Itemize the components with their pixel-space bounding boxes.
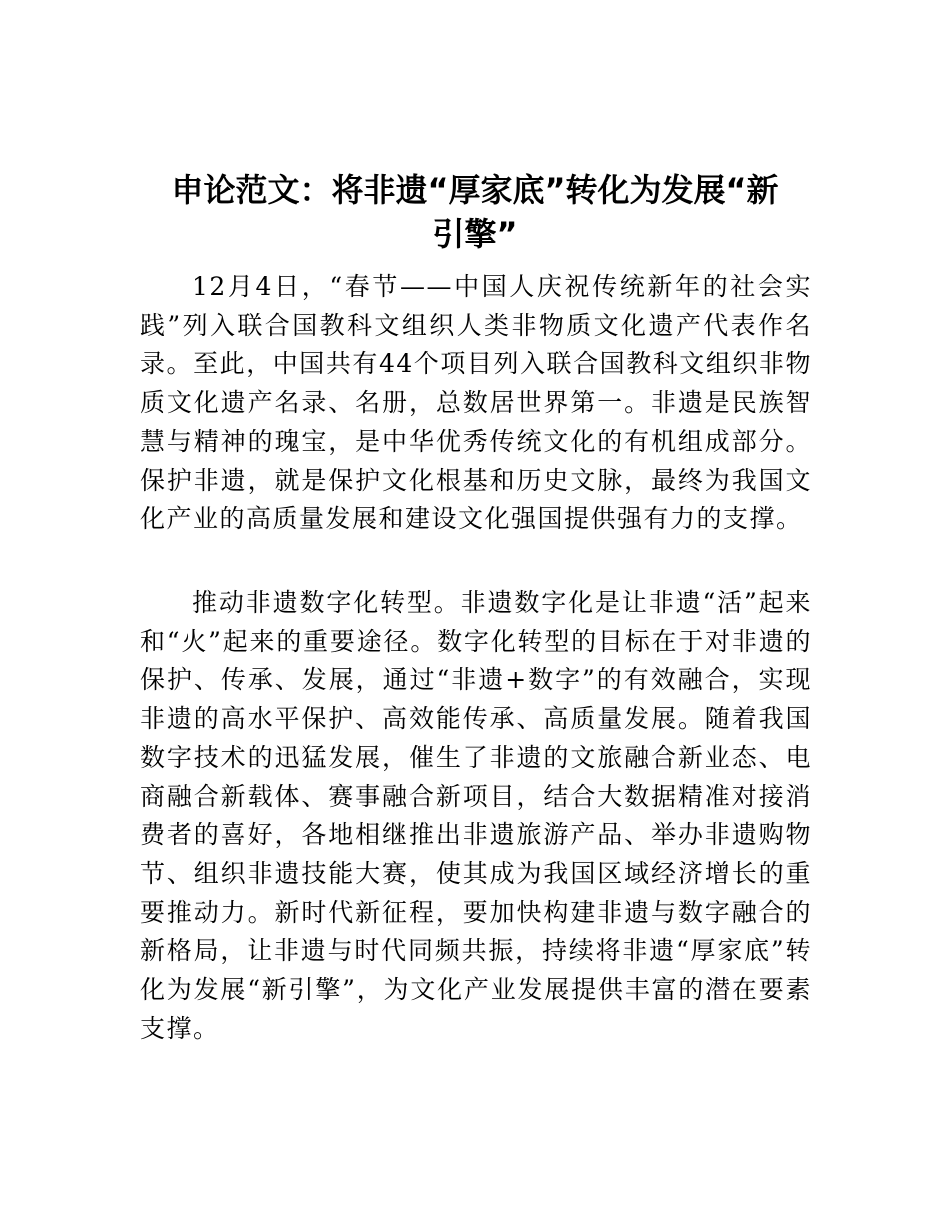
paragraph-digital-transformation: 推动非遗数字化转型。非遗数字化是让非遗“活”起来和“火”起来的重要途径。数字化转型的目标在于对非遗的保护、传承、发展，通过“非遗+数字”的有效融合，实现非遗的高水平保护、高效能传承、高质量发展。随着我国数字技术的迅猛发展，催生了非遗的文旅融合新业态、电商融合新载体、赛事融合新项目，结合大数据精准对接消费者的喜好，各地相继推出非遗旅游产品、举办非遗购物节、组织非遗技能大赛，使其成为我国区域经济增长的重要推动力。新时代新征程，要加快构建非遗与数字融合的新格局，让非遗与时代同频共振，持续将非遗“厚家底”转化为发展“新引擎”，为文化产业发展提供丰富的潜在要素支撑。 (140, 588, 812, 1043)
paragraph-intro: 12月4日，“春节——中国人庆祝传统新年的社会实践”列入联合国教科文组织人类非物质文化遗产代表作名录。至此，中国共有44个项目列入联合国教科文组织非物质文化遗产名录、名册，总数居世界第一。非遗是民族智慧与精神的瑰宝，是中华优秀传统文化的有机组成部分。保护非遗，就是保护文化根基和历史文脉，最终为我国文化产业的高质量发展和建设文化强国提供强有力的支撑。 (140, 272, 812, 534)
document-title: 申论范文：将非遗“厚家底”转化为发展“新 引擎” (171, 171, 779, 253)
